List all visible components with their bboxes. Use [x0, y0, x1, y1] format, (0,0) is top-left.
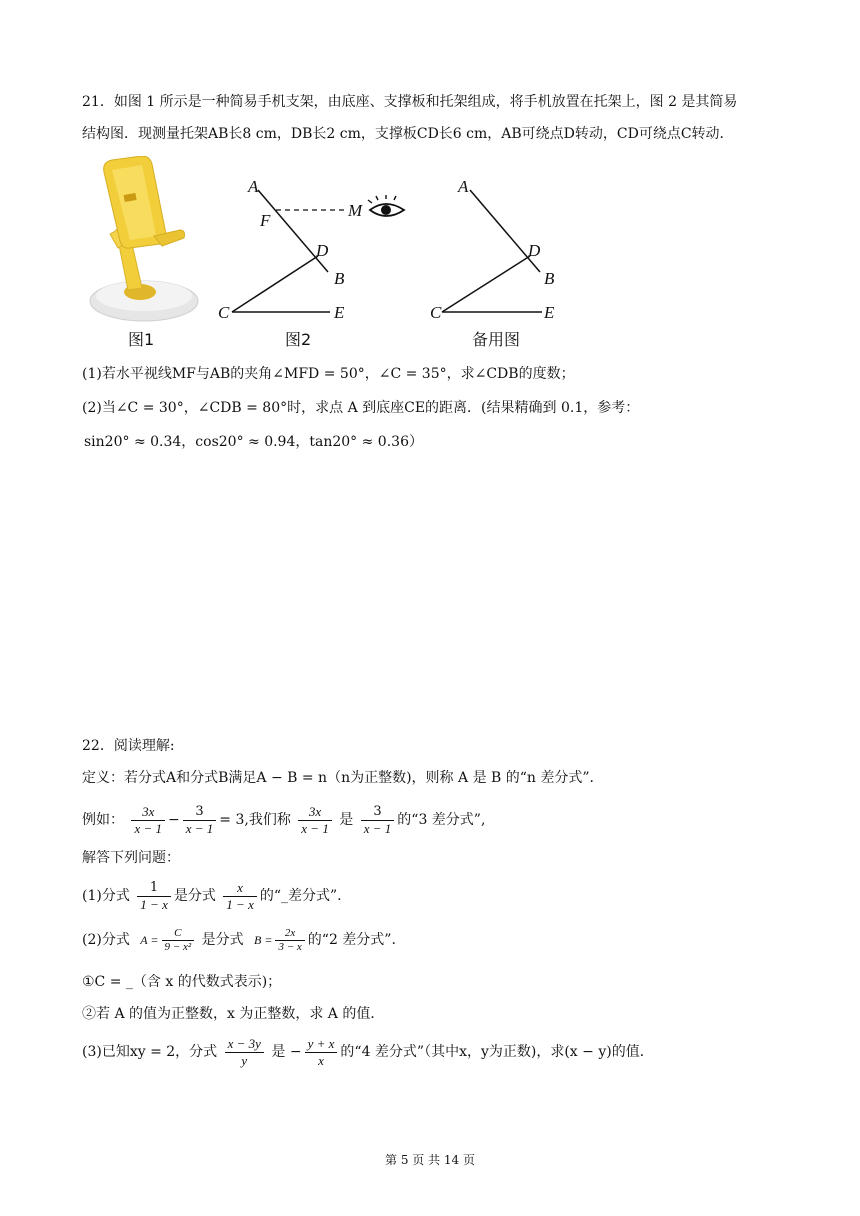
point-b-label: B	[334, 269, 345, 288]
example-fraction-2: $\frac{3}{x - 1}$	[183, 804, 217, 837]
q21-stem-line2: 结构图．现测量托架AB长8 cm，DB长2 cm，支撑板CD长6 cm，AB可绕点D转动，CD可绕点C转动．	[82, 126, 734, 142]
p2-fraction-1: $\frac{C}{\text{9 − x²}}$	[162, 927, 195, 954]
point-f-label: F	[260, 211, 271, 230]
figure-2-caption: 图2	[285, 330, 312, 349]
structure-diagram-figure-2	[218, 172, 418, 332]
backup-point-a-label: A	[458, 177, 469, 196]
example-suffix: 的“3 差分式”,	[397, 812, 486, 828]
example-fraction-4: $\frac{3}{x - 1}$	[361, 804, 395, 837]
q22-part-2-sub-2: ②若 A 的值为正整数，x 为正整数，求 A 的值．	[82, 1006, 385, 1022]
eye-icon	[368, 195, 404, 216]
q22-answer-prompt: 解答下列问题：	[82, 850, 180, 866]
point-c-label: C	[218, 303, 230, 322]
example-is: 是	[339, 812, 354, 828]
point-d-label: D	[316, 241, 329, 260]
p2-a-label: A =	[140, 933, 159, 947]
q22-title: 22．阅读理解:	[82, 738, 175, 754]
p3-fraction-2: $\frac{y + x}{x}$	[305, 1036, 338, 1069]
page-footer: 第 5 页 共 14 页	[385, 1153, 475, 1167]
q21-part-2-line2: sin20° ≈ 0.34，cos20° ≈ 0.94，tan20° ≈ 0.36）	[84, 434, 423, 450]
p3-mid: 是 −	[271, 1044, 302, 1060]
point-e-label: E	[334, 303, 345, 322]
backup-segment-cd	[442, 256, 530, 312]
p2-b-label: B =	[254, 933, 273, 947]
q21-part-1: (1)若水平视线MF与AB的夹角∠MFD = 50°，∠C = 35°，求∠CDB的度数；	[82, 366, 575, 382]
backup-point-b-label: B	[544, 269, 555, 288]
p3-prefix: (3)已知xy = 2，分式	[82, 1044, 218, 1060]
p1-fraction-2: $\frac{x}{1 - x}$	[223, 880, 257, 913]
q22-part-1	[82, 876, 342, 916]
backup-diagram-figure	[428, 172, 578, 332]
q22-part-2-sub-1: ①C = _（含 x 的代数式表示)；	[82, 974, 282, 990]
backup-point-c-label: C	[430, 303, 442, 322]
backup-point-d-label: D	[528, 241, 541, 260]
example-prefix: 例如：	[82, 812, 124, 828]
segment-cd	[232, 256, 318, 312]
q22-part-2	[82, 920, 396, 960]
p2-suffix: 的“2 差分式”.	[307, 932, 396, 948]
p3-suffix: 的“4 差分式”（其中x，y为正数)，求(x − y)的值．	[340, 1044, 654, 1060]
q21-part-2-line1: (2)当∠C = 30°，∠CDB = 80°时，求点 A 到底座CE的距离．(结果精确到 0.1，参考：	[82, 400, 640, 416]
p2-fraction-2: $\frac{2x}{3 - x}$	[275, 927, 304, 954]
p2-mid: 是分式	[201, 932, 244, 948]
p3-fraction-1: $\frac{x - 3y}{y}$	[225, 1036, 264, 1069]
figure-1-caption: 图1	[128, 330, 155, 349]
p2-prefix: (2)分式	[82, 932, 130, 948]
p1-prefix: (1)分式	[82, 888, 130, 904]
phone-stand-figure	[84, 156, 204, 326]
example-fraction-3: $\frac{3x}{x - 1}$	[298, 804, 332, 837]
p1-mid: 是分式	[173, 888, 216, 904]
p1-suffix: 的“_差分式”.	[259, 888, 342, 904]
point-a-label: A	[248, 177, 259, 196]
point-m-label: M	[348, 201, 363, 220]
example-equals: = 3,我们称	[219, 812, 291, 828]
q22-example	[82, 800, 485, 840]
q21-stem-line1: 21．如图 1 所示是一种简易手机支架，由底座、支撑板和托架组成，将手机放置在托架上，图 2 是其简易	[82, 94, 738, 110]
q22-definition: 定义：若分式A和分式B满足A − B = n（n为正整数)，则称 A 是 B 的“n 差分式”．	[82, 770, 604, 786]
example-minus: −	[168, 812, 180, 828]
q22-part-3	[82, 1032, 654, 1072]
example-fraction-1: $\frac{3x}{x - 1}$	[131, 804, 165, 837]
p1-fraction-1: $\frac{1}{1 - x}$	[137, 880, 171, 913]
backup-point-e-label: E	[544, 303, 555, 322]
backup-figure-caption: 备用图	[472, 330, 521, 349]
